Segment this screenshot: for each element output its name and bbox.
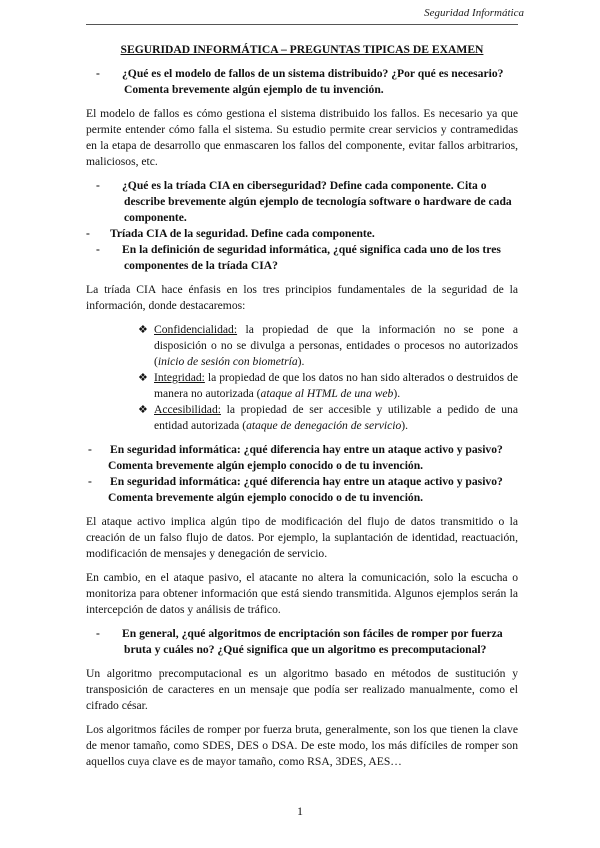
page-content <box>86 42 518 778</box>
list-item: ❖ Accesibilidad: la propiedad de ser accesible y utilizable a pedido de una entidad autorizada (ataque de denegación de servicio). <box>138 403 518 432</box>
question-item: - En seguridad informática: ¿qué diferencia hay entre un ataque activo y pasivo? Comenta brevemente algún ejemplo conocido o de tu invención. <box>88 443 503 472</box>
question-item: - ¿Qué es el modelo de fallos de un sistema distribuido? ¿Por qué es necesario? Comenta brevemente algún ejemplo de tu invención. <box>96 67 504 96</box>
question-item: - En seguridad informática: ¿qué diferencia hay entre un ataque activo y pasivo? Comenta brevemente algún ejemplo conocido o de tu invención. <box>88 475 503 504</box>
question-item: - En general, ¿qué algoritmos de encriptación son fáciles de romper por fuerza bruta y cuáles no? ¿Qué significa que un algoritmo es precomputacional? <box>96 627 503 656</box>
cia-list <box>86 322 518 434</box>
answer-4-paragraph-2: Los algoritmos fáciles de romper por fuerza bruta, generalmente, son los que tienen la clave de menor tamaño, como SDES, DES o DSA. De este modo, los más difíciles de romper son aquellos cuya clave es de mayor tamaño, como RSA, 3DES, AES… <box>86 723 518 768</box>
page-title: SEGURIDAD INFORMÁTICA – PREGUNTAS TIPICAS DE EXAMEN <box>120 43 484 56</box>
list-item: ❖ Integridad: la propiedad de que los datos no han sido alterados o destruidos de manera no autorizada (ataque al HTML de una web). <box>138 371 518 400</box>
question-item: - Tríada CIA de la seguridad. Define cada componente. <box>86 227 375 240</box>
question-1 <box>86 66 518 98</box>
running-header: Seguridad Informática <box>424 7 524 19</box>
question-item: - ¿Qué es la tríada CIA en ciberseguridad? Define cada componente. Cita o describe brevemente algún ejemplo de tecnología software o hardware de cada componente. <box>96 179 512 224</box>
answer-4-paragraph-1: Un algoritmo precomputacional es un algoritmo basado en métodos de sustitución y transposición de caracteres en un mensaje que podía ser realizado manualmente, como el cifrado césar. <box>86 667 518 712</box>
question-4 <box>86 626 518 658</box>
page-number: 1 <box>297 804 303 818</box>
answer-2-intro: La tríada CIA hace énfasis en los tres principios fundamentales de la seguridad de la información, donde destacaremos: <box>86 283 518 312</box>
answer-1: El modelo de fallos es cómo gestiona el sistema distribuido los fallos. Es necesario ya que permite entender cómo falla el sistema. Su estudio permite crear servicios y contramedidas en la etapa de desarrollo que enmascaren los fallos del componente, evitar fallos arbitrarios, maliciosos, etc. <box>86 107 518 168</box>
diamond-bullet-icon: ❖ <box>138 372 148 384</box>
answer-3-paragraph-1: El ataque activo implica algún tipo de modificación del flujo de datos transmitido o la creación de un falso flujo de datos. Por ejemplo, la suplantación de identidad, reactuación, modificación de mensajes y denegación de servicio. <box>86 515 518 560</box>
question-3-group <box>86 442 518 506</box>
diamond-bullet-icon: ❖ <box>138 324 148 336</box>
answer-3-paragraph-2: En cambio, en el ataque pasivo, el atacante no altera la comunicación, solo la escucha o monitoriza para obtener información que está siendo transmitida. Algunos ejemplos serán la intercepción de datos y análisis de tráfico. <box>86 571 518 616</box>
question-item: - En la definición de seguridad informática, ¿qué significa cada uno de los tres componentes de la tríada CIA? <box>96 243 501 272</box>
question-2-group <box>86 178 518 274</box>
header-divider <box>86 24 518 25</box>
diamond-bullet-icon: ❖ <box>138 404 148 416</box>
list-item: ❖ Confidencialidad: la propiedad de que la información no se pone a disposición o no se divulga a personas, entidades o procesos no autorizados (inicio de sesión con biometría). <box>138 323 518 368</box>
